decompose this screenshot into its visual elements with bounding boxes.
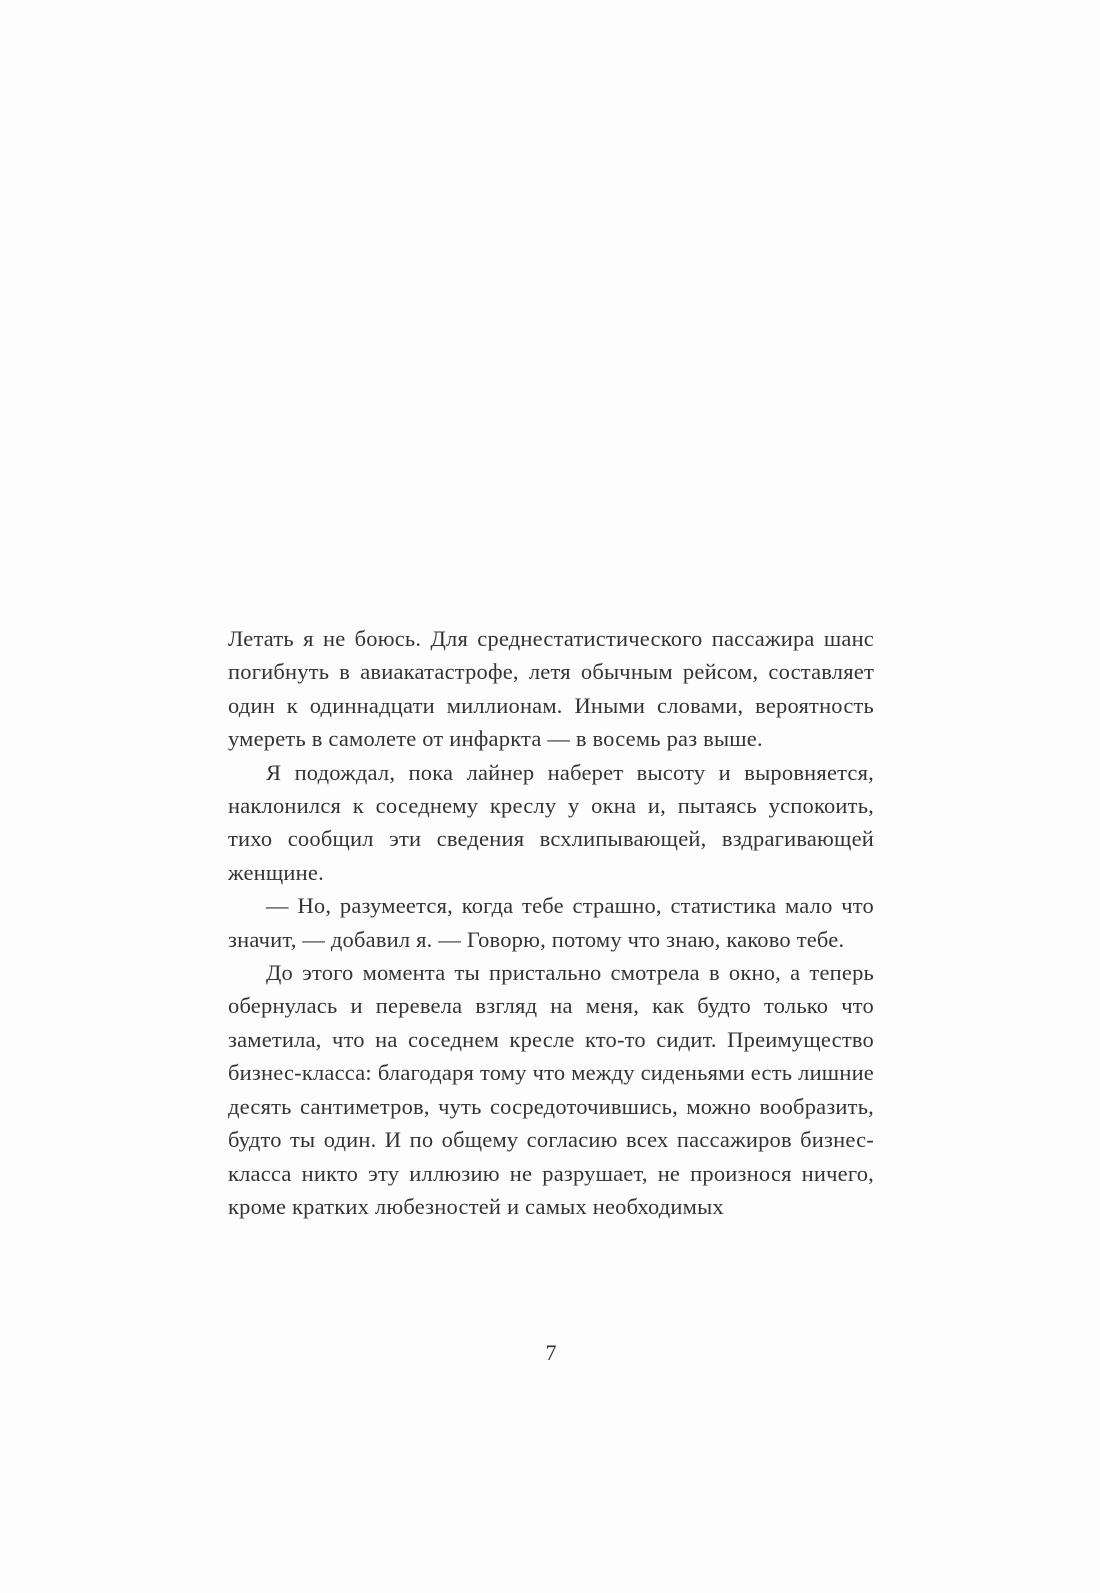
paragraph: Летать я не боюсь. Для среднестатистического пассажира шанс погибнуть в авиакатастрофе, летя обычным рейсом, составляет один к одиннадцати миллионам. Иными словами, вероятность умереть в самолете от инфаркта — в восемь раз выше. bbox=[228, 626, 874, 752]
text-block bbox=[228, 622, 874, 1223]
paragraph: — Но, разумеется, когда тебе страшно, статистика мало что значит, — добавил я. — Говорю, потому что знаю, каково тебе. bbox=[228, 893, 874, 952]
paragraph: Я подождал, пока лайнер наберет высоту и выровняется, наклонился к соседнему креслу у окна и, пытаясь успокоить, тихо сообщил эти сведения всхлипывающей, вздрагивающей женщине. bbox=[228, 759, 874, 885]
paragraph: До этого момента ты пристально смотрела в окно, а теперь обернулась и перевела взгляд на меня, как будто только что заметила, что на соседнем кресле кто-то сидит. Преимущество бизнес-класса: благодаря тому что между сиденьями есть лишние десять сантиметров, чуть сосредоточившись, можно вообразить, будто ты один. И по общему согласию всех пассажиров бизнес-класса никто эту иллюзию не разрушает, не произнося ничего, кроме кратких любезностей и самых необходимых bbox=[228, 960, 874, 1219]
page-number: 7 bbox=[545, 1340, 557, 1365]
